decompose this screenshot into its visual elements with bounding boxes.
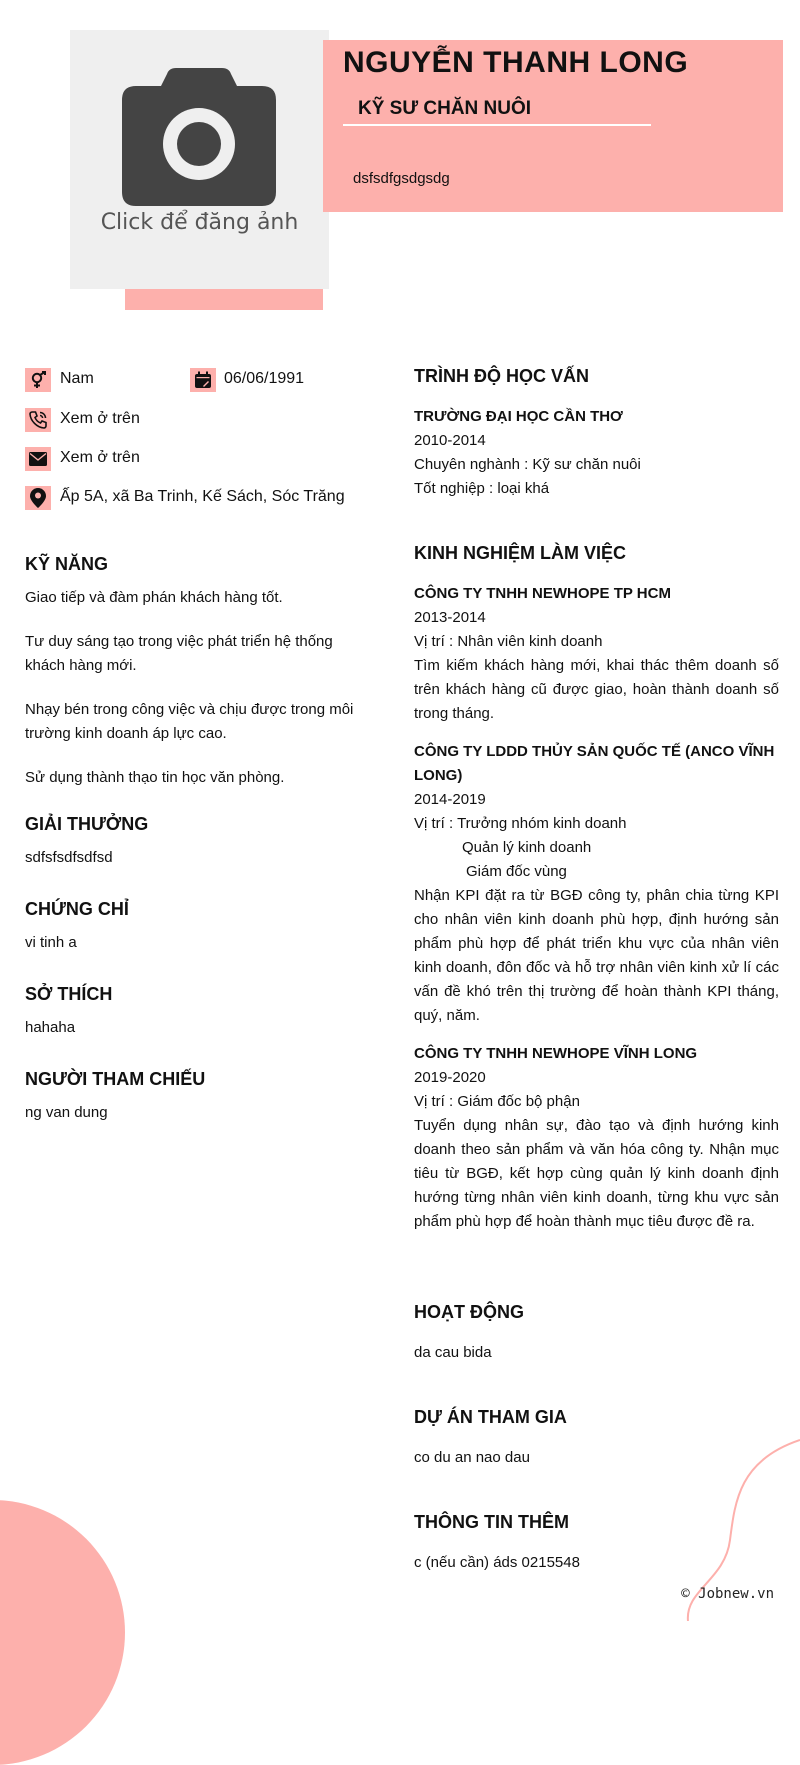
skill-item: Tư duy sáng tạo trong việc phát triển hệ thống khách hàng mới. (25, 633, 333, 674)
skills-title: KỸ NĂNG (25, 554, 109, 574)
copyright-footer: © Jobnew.vn (681, 1586, 774, 1602)
awards-title: GIẢI THƯỞNG (25, 814, 149, 834)
hobbies-title: SỞ THÍCH (25, 984, 113, 1004)
phone-value: Xem ở trên (60, 410, 140, 427)
company-name: CÔNG TY TNHH NEWHOPE TP HCM (414, 585, 671, 602)
camera-icon (122, 68, 276, 206)
job-years: 2019-2020 (414, 1069, 486, 1086)
job-position: Vị trí : Trưởng nhóm kinh doanh (414, 815, 627, 832)
job-description: Nhận KPI đặt ra từ BGĐ công ty, phân chia từng KPI cho nhân viên kinh doanh phù hợp, định hướng sản phẩm phù hợp để phát triển khu vực của nhân viên kinh doanh, đôn đốc và hỗ trợ nhân viên kinh xử lí các vấn đề khó trên thị trường để hoàn thành KPI tháng, quý, năm. (414, 887, 779, 1024)
education-years: 2010-2014 (414, 432, 486, 449)
school-name: TRƯỜNG ĐẠI HỌC CẦN THƠ (414, 408, 623, 425)
activities-text: da cau bida (414, 1344, 492, 1361)
candidate-name: NGUYỄN THANH LONG (343, 46, 689, 79)
job-position: Vị trí : Giám đốc bộ phận (414, 1093, 580, 1110)
header-block (323, 40, 783, 212)
awards-text: sdfsfsdfsdfsd (25, 849, 113, 866)
address-value: Ấp 5A, xã Ba Trinh, Kế Sách, Sóc Trăng (60, 488, 345, 505)
education-title: TRÌNH ĐỘ HỌC VẤN (414, 366, 589, 386)
calendar-icon (190, 368, 216, 392)
experience-list (414, 582, 779, 1234)
certificates-title: CHỨNG CHỈ (25, 899, 129, 919)
skill-item: Sử dụng thành thạo tin học văn phòng. (25, 769, 285, 786)
job-position-3: Giám đốc vùng (466, 863, 567, 880)
job-years: 2013-2014 (414, 609, 486, 626)
email-value: Xem ở trên (60, 449, 140, 466)
company-name: CÔNG TY LDDD THỦY SẢN QUỐC TẾ (ANCO VĨNH LONG) (414, 743, 775, 784)
photo-upload[interactable] (70, 30, 329, 289)
job-entry (414, 582, 779, 726)
email-icon (25, 447, 51, 471)
photo-upload-label: Click để đăng ảnh (100, 210, 299, 235)
title-divider (343, 124, 651, 126)
skill-item: Giao tiếp và đàm phán khách hàng tốt. (25, 589, 283, 606)
education-grade: Tốt nghiệp : loại khá (414, 480, 550, 497)
references-title: NGƯỜI THAM CHIẾU (25, 1069, 206, 1089)
job-title: KỸ SƯ CHĂN NUÔI (358, 98, 532, 119)
job-description: Tuyển dụng nhân sự, đào tạo và định hướng kinh doanh theo sản phẩm và văn hóa công ty. Nhận mục tiêu từ BGĐ, kết hợp cùng quản lý kinh doanh định hướng từng nhân viên kinh doanh, từng khu vực sản phẩm phù hợp để hoàn thành mục tiêu được đề ra. (414, 1117, 779, 1230)
job-position-2: Quản lý kinh doanh (462, 839, 592, 856)
location-icon (25, 486, 51, 510)
certificates-text: vi tinh a (25, 934, 77, 951)
birthday-value: 06/06/1991 (224, 370, 305, 387)
activities-title: HOẠT ĐỘNG (414, 1302, 524, 1322)
gender-value: Nam (60, 370, 94, 387)
education-major: Chuyên nghành : Kỹ sư chăn nuôi (414, 456, 641, 473)
education-entry (414, 405, 779, 501)
experience-title: KINH NGHIỆM LÀM VIỆC (414, 543, 627, 563)
hobbies-text: hahaha (25, 1019, 76, 1036)
projects-title: DỰ ÁN THAM GIA (414, 1407, 567, 1427)
job-entry (414, 1042, 779, 1234)
job-description: Tìm kiếm khách hàng mới, khai thác thêm doanh số trên khách hàng cũ được giao, hoàn thành doanh số trong tháng. (414, 657, 779, 722)
job-position: Vị trí : Nhân viên kinh doanh (414, 633, 603, 650)
extra-info-text: c (nếu cần) áds 0215548 (414, 1554, 580, 1571)
job-years: 2014-2019 (414, 791, 486, 808)
skills-list (25, 586, 365, 810)
projects-text: co du an nao dau (414, 1449, 530, 1466)
references-text: ng van dung (25, 1104, 108, 1121)
summary-text: dsfsdfgsdgsdg (353, 170, 450, 187)
skill-item: Nhạy bén trong công việc và chịu được trong môi trường kinh doanh áp lực cao. (25, 701, 354, 742)
gender-icon (25, 368, 51, 392)
decorative-circle (0, 1500, 125, 1765)
phone-icon (25, 408, 51, 432)
extra-info-title: THÔNG TIN THÊM (414, 1512, 569, 1532)
job-entry (414, 740, 779, 1028)
company-name: CÔNG TY TNHH NEWHOPE VĨNH LONG (414, 1045, 698, 1062)
